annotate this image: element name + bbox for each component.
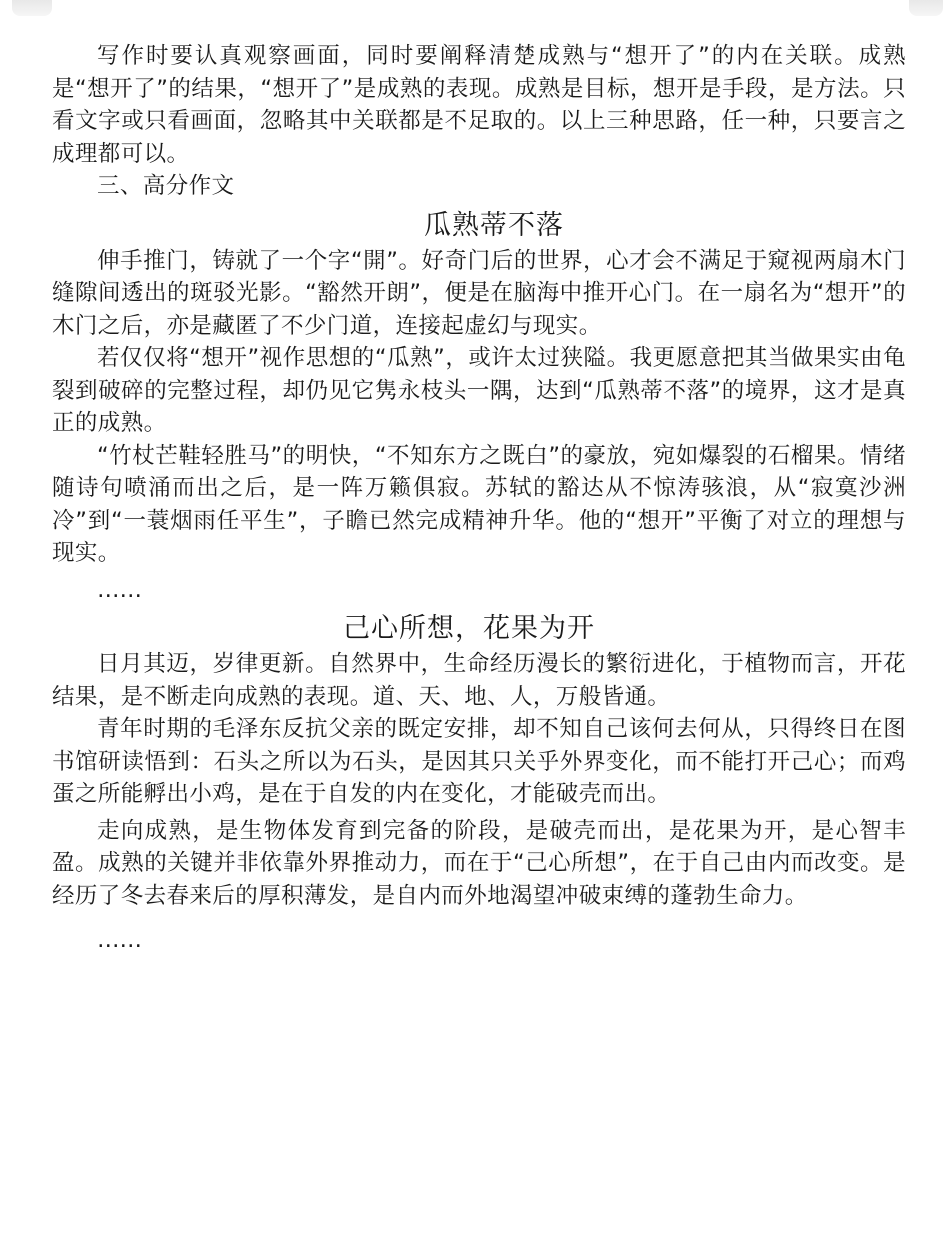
essay-1-ellipsis: …… (97, 576, 142, 603)
top-right-corner-decoration (909, 0, 943, 16)
essay-1-paragraph-3: “竹杖芒鞋轻胜马”的明快，“不知东方之既白”的豪放，宛如爆裂的石榴果。情绪随诗句喷涌而出之后，是一阵万籁俱寂。苏轼的豁达从不惊涛骇浪，从“寂寞沙洲冷”到“一蓑烟雨任平生”，子瞻已然完成精神升华。他的“想开”平衡了对立的理想与现实。 (52, 442, 906, 566)
intro-paragraph: 写作时要认真观察画面，同时要阐释清楚成熟与“想开了”的内在关联。成熟是“想开了”的结果，“想开了”是成熟的表现。成熟是目标，想开是手段，是方法。只看文字或只看画面，忽略其中关联都是不足取的。以上三种思路，任一种，只要言之成理都可以。 (52, 43, 906, 167)
essay-1-paragraph-1: 伸手推门，铸就了一个字“開”。好奇门后的世界，心才会不满足于窥视两扇木门缝隙间透出的斑驳光影。“豁然开朗”，便是在脑海中推开心门。在一扇名为“想开”的木门之后，亦是藏匿了不少门道，连接起虚幻与现实。 (52, 247, 906, 339)
top-left-corner-decoration (12, 0, 52, 16)
essay-2-title: 己心所想，花果为开 (343, 613, 595, 644)
essay-2-paragraph-2: 青年时期的毛泽东反抗父亲的既定安排，却不知自己该何去何从，只得终日在图书馆研读悟到：石头之所以为石头，是因其只关乎外界变化，而不能打开己心；而鸡蛋之所能孵出小鸡，是在于自发的内在变化，才能破壳而出。 (52, 716, 906, 807)
document-content (52, 40, 906, 957)
essay-2-paragraph-3: 走向成熟，是生物体发育到完备的阶段，是破壳而出，是花果为开，是心智丰盈。成熟的关键并非依靠外界推动力，而在于“己心所想”，在于自己由内而改变。是经历了冬去春来后的厚积薄发，是自内而外地渴望冲破束缚的蓬勃生命力。 (52, 817, 906, 909)
essay-2-ellipsis: …… (97, 927, 142, 953)
essay-2-paragraph-1: 日月其迈，岁律更新。自然界中，生命经历漫长的繁衍进化，于植物而言，开花结果，是不断走向成熟的表现。道、天、地、人，万般皆通。 (52, 651, 906, 710)
section-heading: 三、高分作文 (97, 173, 235, 199)
essay-1-title: 瓜熟蒂不落 (424, 209, 564, 241)
essay-1-paragraph-2: 若仅仅将“想开”视作思想的“瓜熟”，或许太过狭隘。我更愿意把其当做果实由龟裂到破碎的完整过程，却仍见它隽永枝头一隅，达到“瓜熟蒂不落”的境界，这才是真正的成熟。 (52, 345, 906, 436)
